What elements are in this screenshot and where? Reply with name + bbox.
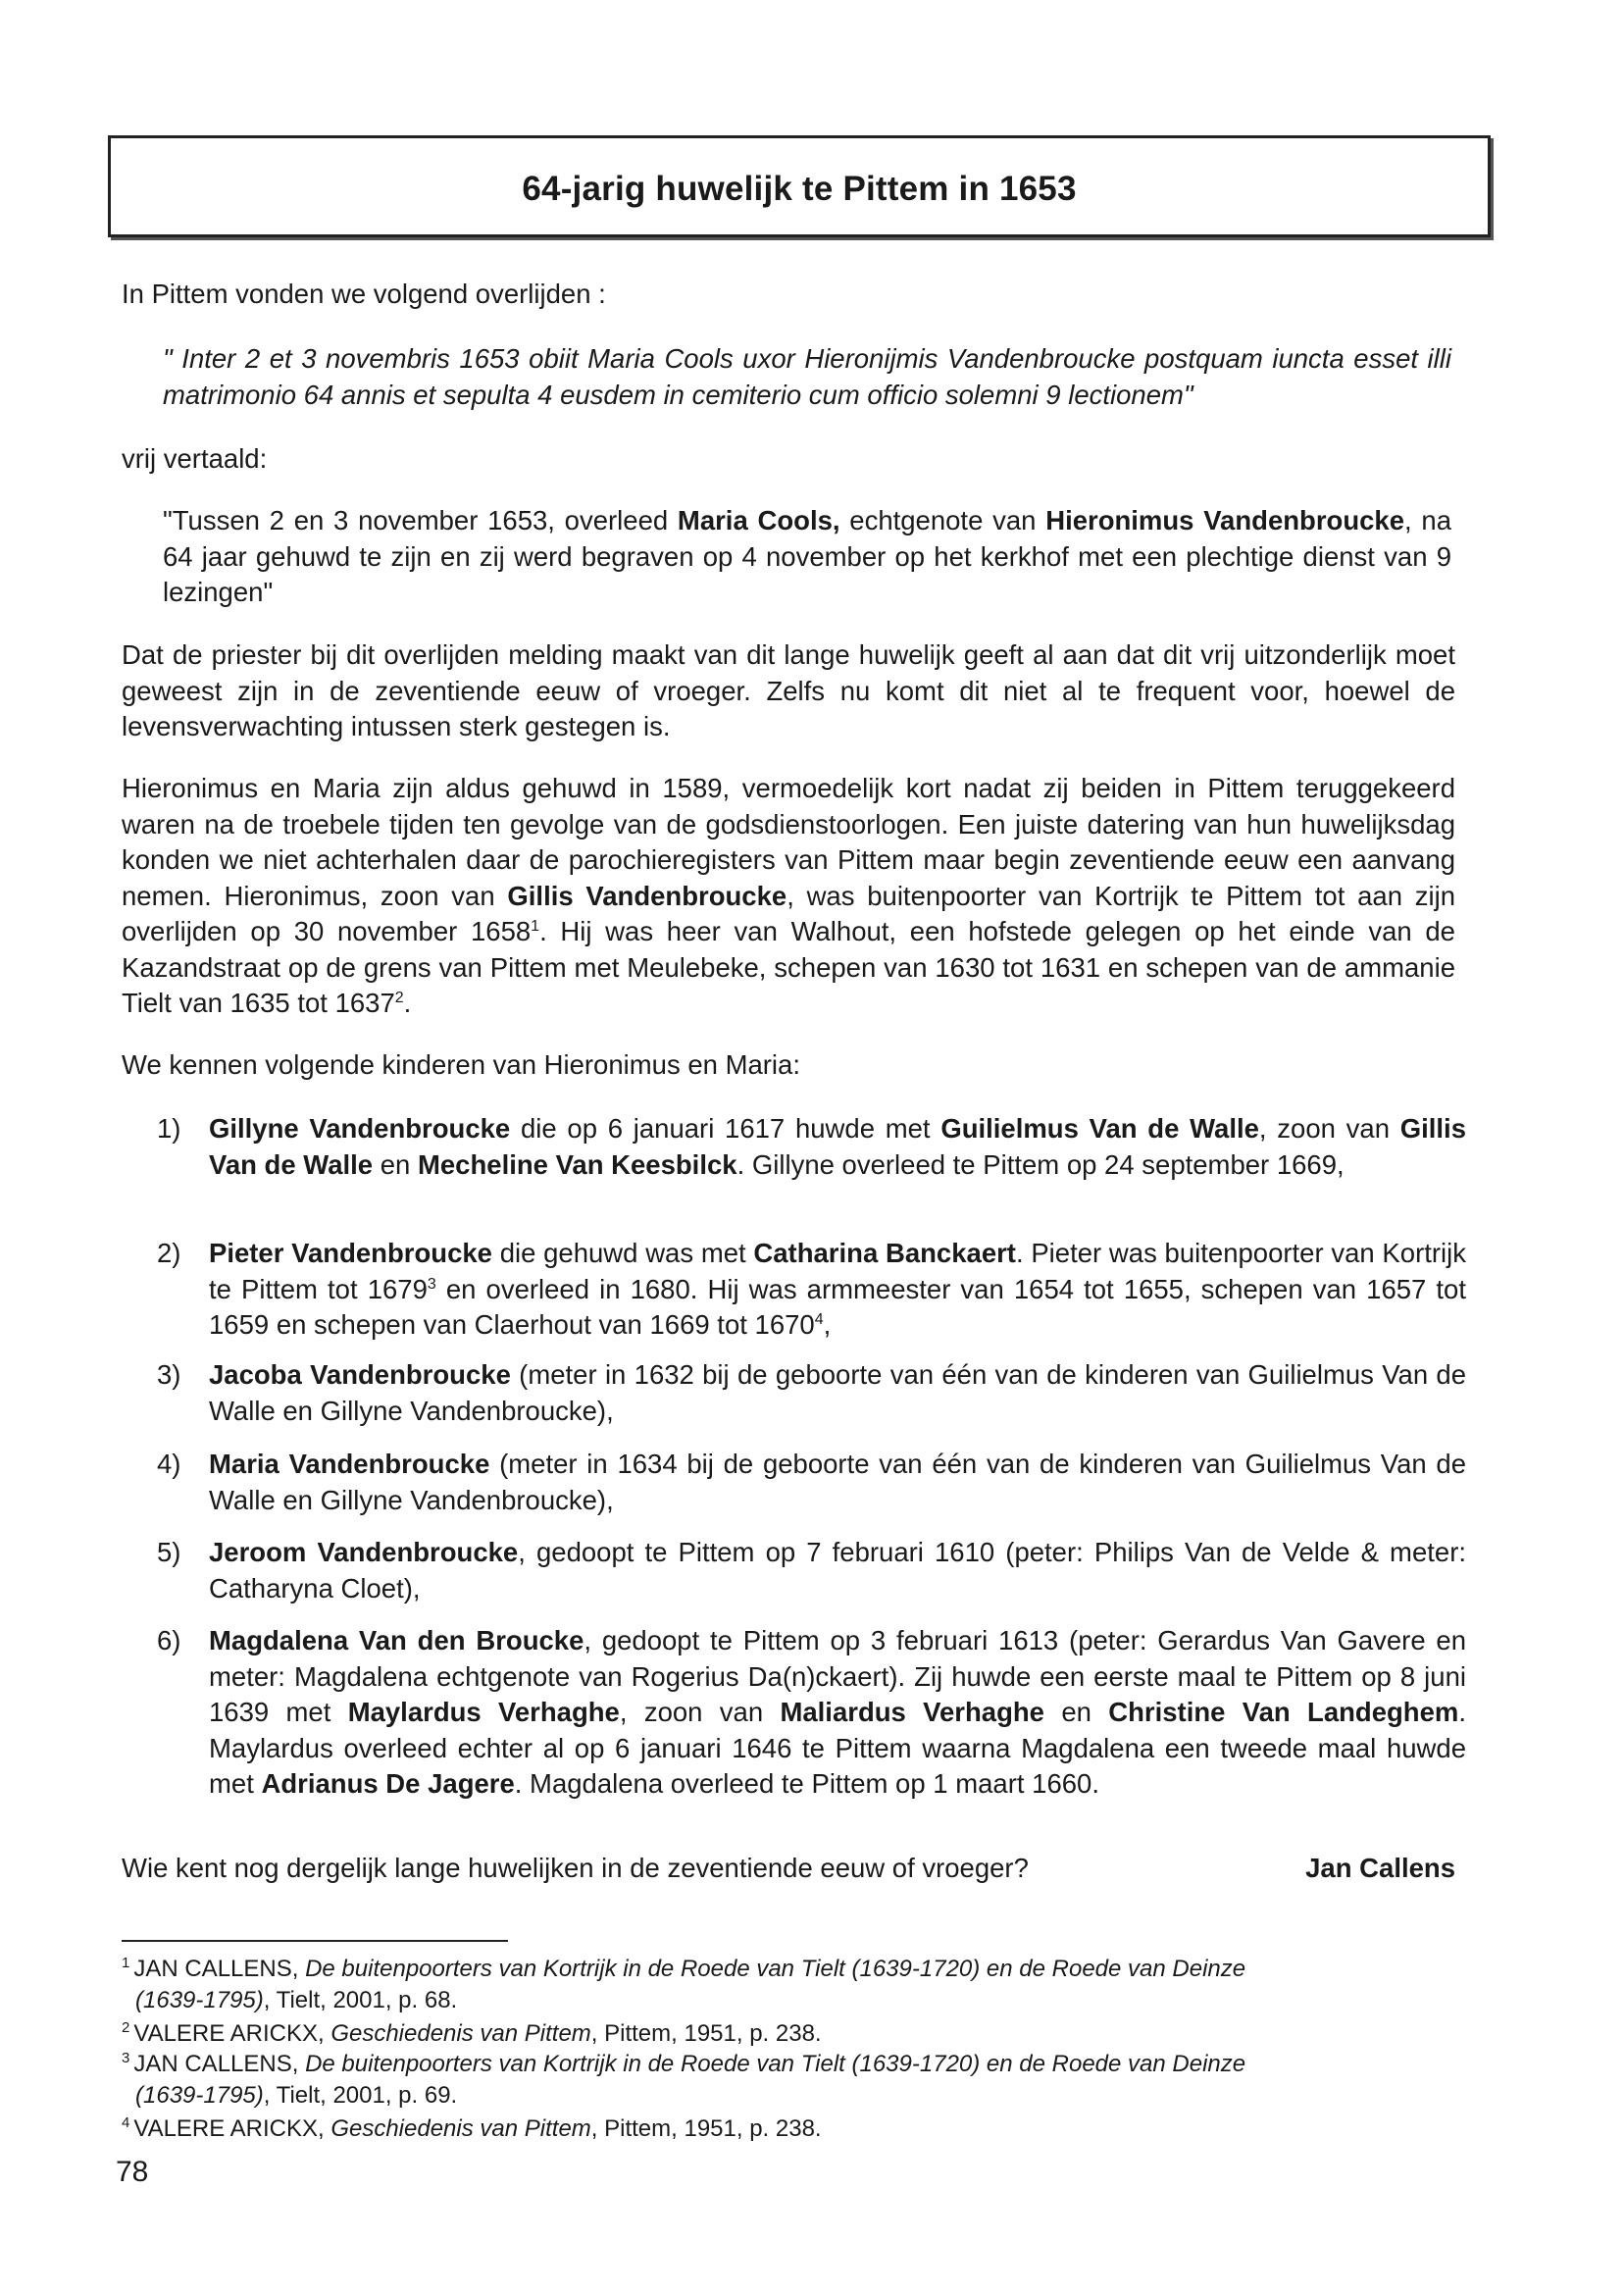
footnote-4: $^4$ VALERE ARICKX, Geschiedenis van Pittem, Pittem, 1951, p. 238. bbox=[122, 2114, 822, 2142]
list-item: 4) Maria Vandenbroucke (meter in 1634 bij de geboorte van één van de kinderen van Guilielmus Van de Walle en Gillyne Vandenbroucke), bbox=[157, 1449, 1467, 1515]
paragraph-1: Dat de priester bij dit overlijden melding maakt van dit lange huwelijk geeft al aan dat dit vrij uitzonderlijk moet geweest zijn in de zeventiende eeuw of vroeger. Zelfs nu komt dit niet al te frequent voor, hoewel de levensverwachting intussen sterk gestegen is. bbox=[122, 639, 1455, 741]
list-item: 5) Jeroom Vandenbroucke, gedoopt te Pittem op 7 februari 1610 (peter: Philips Van de Velde & meter: Catharyna Cloet), bbox=[157, 1537, 1466, 1604]
closing-question: Wie kent nog dergelijk lange huwelijken in de zeventiende eeuw of vroeger? bbox=[122, 1853, 1029, 1883]
footnote-divider bbox=[122, 1940, 508, 1942]
latin-quote: " Inter 2 et 3 novembris 1653 obiit Maria Cools uxor Hieronijmis Vandenbroucke postquam iuncta esset illi matrimonio 64 annis et sepulta 4 eusdem in cemiterio cum officio solemni 9 lectionem" bbox=[163, 343, 1451, 410]
article-title: 64-jarig huwelijk te Pittem in 1653 bbox=[522, 170, 1077, 208]
list-item: 6) Magdalena Van den Broucke, gedoopt te Pittem op 3 februari 1613 (peter: Gerardus Van Gavere en meter: Magdalena echtgenote van Rogerius Da(n)ckaert). Zij huwde een eerste maal te Pittem op 8 juni 1639 met Maylardus Verhaghe, zoon van Maliardus Verhaghe en Christine Van Landeghem. Maylardus overleed echter al op 6 januari 1646 te Pittem waarna Magdalena een tweede maal huwde met Adrianus De Jagere. Magdalena overleed te Pittem op 1 maart 1660. bbox=[157, 1625, 1467, 1799]
footnote-3: $^3$ JAN CALLENS, De buitenpoorters van Kortrijk in de Roede van Tielt (1639-1720) en de Roede van Deinze (1639-1795), Tielt, 2001, p. 69. bbox=[122, 2050, 1246, 2109]
list-item: 2) Pieter Vandenbroucke die gehuwd was met Catharina Banckaert. Pieter was buitenpoorter van Kortrijk te Pittem tot 1679$^3$ en overleed in 1680. Hij was armmeester van 1654 tot 1655, schepen van 1657 tot 1659 en schepen van Claerhout van 1669 tot 1670$^4$, bbox=[157, 1238, 1466, 1340]
intro-line: In Pittem vonden we volgend overlijden : bbox=[122, 279, 606, 309]
translation-label: vrij vertaald: bbox=[122, 443, 268, 474]
list-item: 1) Gillyne Vandenbroucke die op 6 januari 1617 huwde met Guilielmus Van de Walle, zoon van Gillis Van de Walle en Mecheline Van Keesbilck. Gillyne overleed te Pittem op 24 september 1669, bbox=[157, 1113, 1466, 1180]
paragraph-2: Hieronimus en Maria zijn aldus gehuwd in 1589, vermoedelijk kort nadat zij beiden in Pittem teruggekeerd waren na de troebele tijden ten gevolge van de godsdienstoorlogen. Een juiste datering van hun huwelijksdag konden we niet achterhalen daar de parochieregisters van Pittem maar begin zeventiende eeuw een aanvang nemen. Hieronimus, zoon van Gillis Vandenbroucke, was buitenpoorter van Kortrijk te Pittem tot aan zijn overlijden op 30 november 1658$^1$. Hij was heer van Walhout, een hofstede gelegen op het einde van de Kazandstraat op de grens van Pittem met Meulebeke, schepen van 1630 tot 1631 en schepen van de ammanie Tielt van 1635 tot 1637$^2$. bbox=[122, 773, 1455, 1018]
translation-quote: "Tussen 2 en 3 november 1653, overleed Maria Cools, echtgenote van Hieronimus Vandenbroucke, na 64 jaar gehuwd te zijn en zij werd begraven op 4 november op het kerkhof met een plechtige dienst van 9 lezingen" bbox=[163, 505, 1451, 607]
title-box bbox=[108, 135, 1491, 237]
footnote-2: $^2$ VALERE ARICKX, Geschiedenis van Pittem, Pittem, 1951, p. 238. bbox=[122, 2019, 822, 2047]
footnote-1: $^1$ JAN CALLENS, De buitenpoorters van Kortrijk in de Roede van Tielt (1639-1720) en de Roede van Deinze (1639-1795), Tielt, 2001, p. 68. bbox=[122, 1955, 1246, 2013]
children-intro: We kennen volgende kinderen van Hieronimus en Maria: bbox=[122, 1049, 800, 1080]
author-signature: Jan Callens bbox=[1305, 1853, 1455, 1883]
list-item: 3) Jacoba Vandenbroucke (meter in 1632 bij de geboorte van één van de kinderen van Guilielmus Van de Walle en Gillyne Vandenbroucke), bbox=[157, 1359, 1467, 1426]
page-number: 78 bbox=[116, 2156, 149, 2188]
